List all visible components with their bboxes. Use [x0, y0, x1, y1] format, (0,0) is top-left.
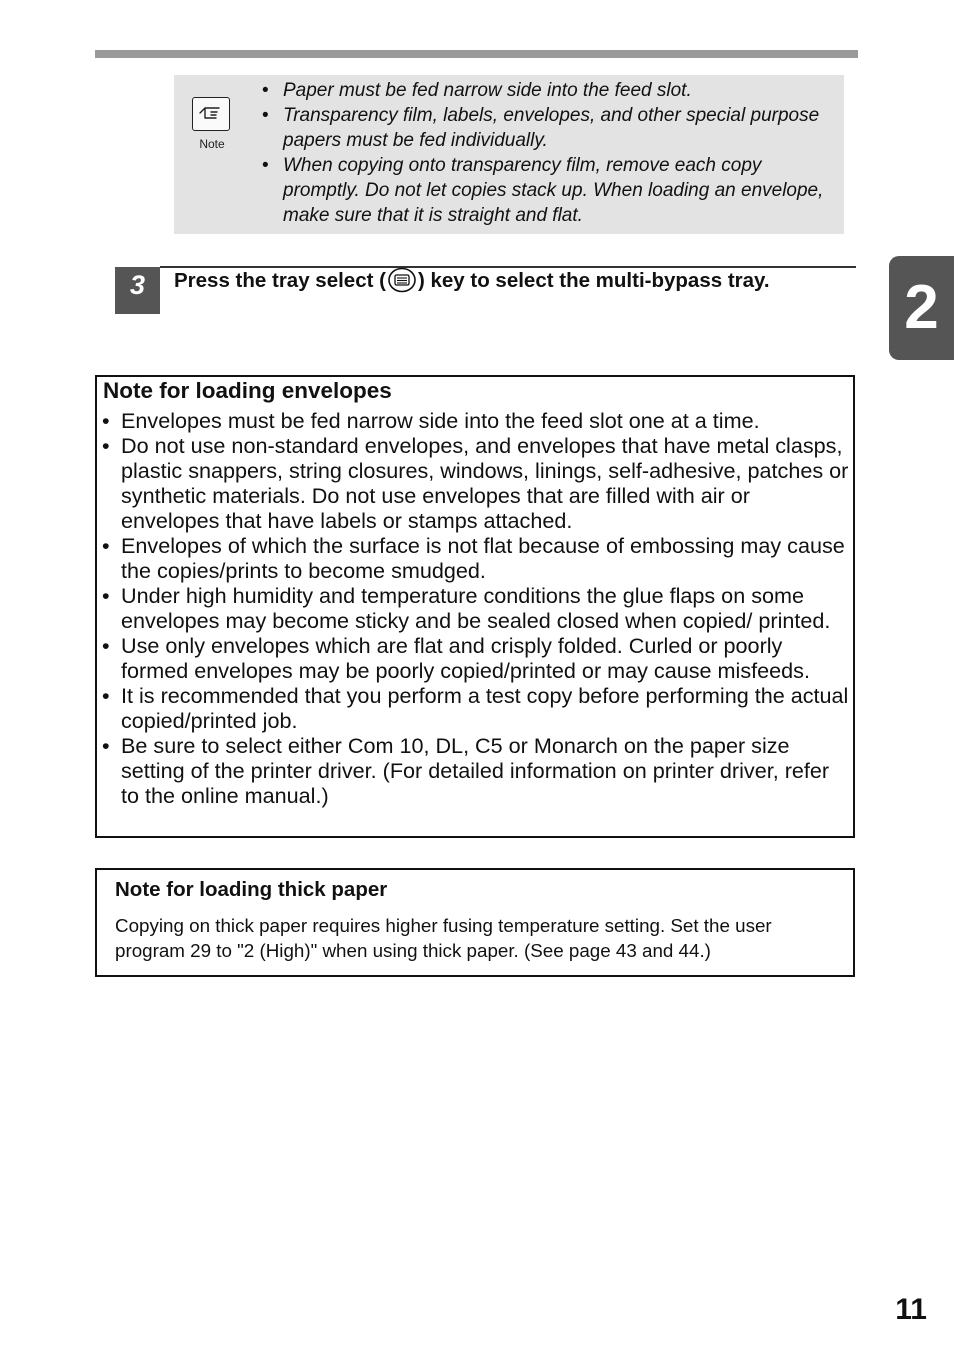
step-instruction	[174, 267, 770, 301]
page-number: 11	[895, 1293, 927, 1326]
tray-select-key-icon	[387, 267, 417, 301]
envelope-note-box	[95, 375, 855, 838]
step-text-after: ) key to select the multi-bypass tray.	[417, 269, 770, 292]
header-rule	[95, 50, 858, 58]
envelope-bullet: • Be sure to select either Com 10, DL, C5 or Monarch on the paper size setting of the printer driver. (For detailed information on printer driver, refer to the online manual.)	[101, 733, 853, 808]
envelope-bullet: • Under high humidity and temperature conditions the glue flaps on some envelopes may become sticky and be sealed closed when copied/ printed.	[101, 583, 853, 633]
envelope-bullet: • Use only envelopes which are flat and crisply folded. Curled or poorly formed envelopes may be poorly copied/printed or may cause misfeeds.	[101, 633, 853, 683]
note-bullet: • When copying onto transparency film, remove each copy promptly. Do not let copies stack up. When loading an envelope, make sure that it is straight and flat.	[262, 153, 832, 228]
note-bullet: • Transparency film, labels, envelopes, and other special purpose papers must be fed individually.	[262, 103, 832, 153]
step-text-before: Press the tray select (	[174, 269, 386, 292]
envelope-note-list	[101, 408, 853, 808]
envelope-note-title: Note for loading envelopes	[103, 378, 392, 403]
envelope-bullet: • It is recommended that you perform a test copy before performing the actual copied/printed job.	[101, 683, 853, 733]
thick-paper-note-title: Note for loading thick paper	[115, 878, 388, 901]
chapter-tab: 2	[889, 256, 954, 360]
envelope-bullet: • Envelopes of which the surface is not flat because of embossing may cause the copies/prints to become smudged.	[101, 533, 853, 583]
note-list	[262, 78, 832, 228]
hand-pointer-icon	[192, 97, 232, 135]
envelope-bullet: • Envelopes must be fed narrow side into the feed slot one at a time.	[101, 408, 853, 433]
note-icon-label: Note	[199, 137, 225, 151]
thick-paper-note-body: Copying on thick paper requires higher fusing temperature setting. Set the user program 29 to "2 (High)" when using thick paper. (See page 43 and 44.)	[115, 915, 772, 961]
envelope-bullet: • Do not use non-standard envelopes, and envelopes that have metal clasps, plastic snappers, string closures, windows, linings, self-adhesive, patches or synthetic materials. Do not use envelopes that are filled with air or envelopes that have labels or stamps attached.	[101, 433, 853, 533]
note-box	[174, 75, 844, 234]
step-number: 3	[115, 267, 160, 314]
thick-paper-note-box	[95, 868, 855, 977]
note-bullet: • Paper must be fed narrow side into the feed slot.	[262, 78, 832, 103]
